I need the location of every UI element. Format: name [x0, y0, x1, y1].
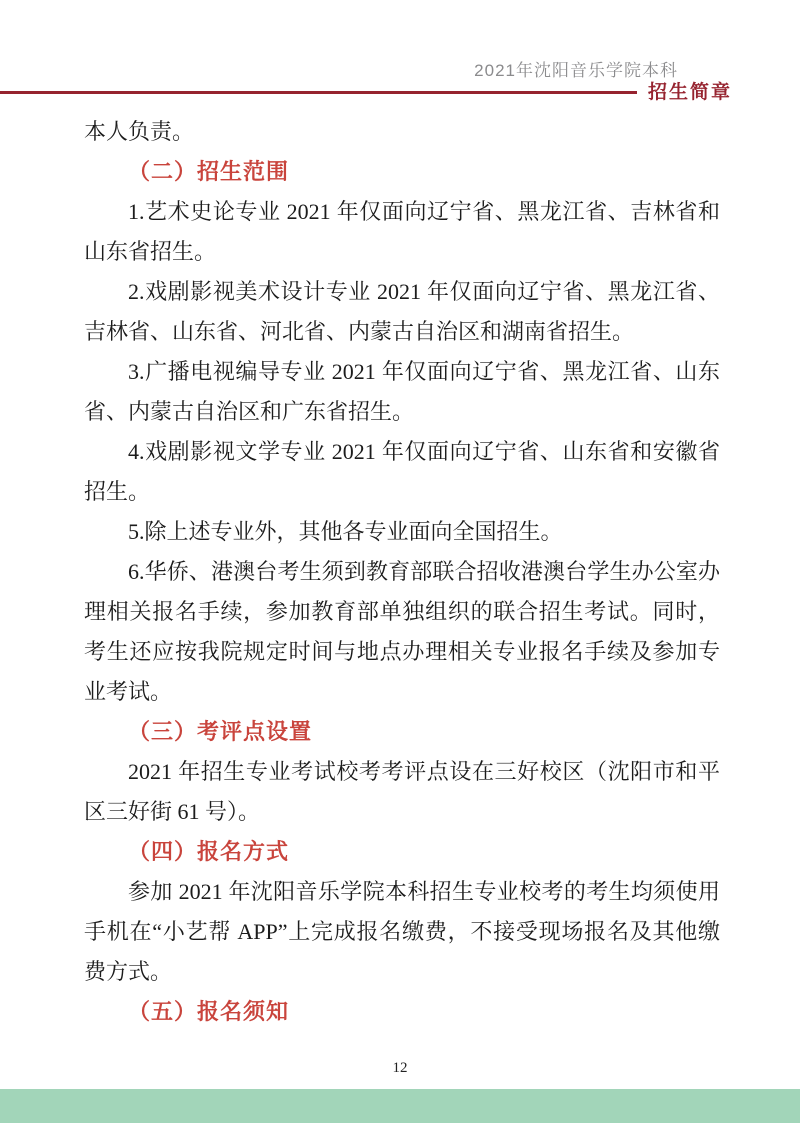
paragraph: 参加 2021 年沈阳音乐学院本科招生专业校考的考生均须使用手机在“小艺帮 APP”上完成报名缴费，不接受现场报名及其他缴费方式。: [84, 879, 720, 984]
paragraph: 5.除上述专业外，其他各专业面向全国招生。: [128, 519, 563, 544]
header-title: 2021年沈阳音乐学院本科: [474, 61, 678, 80]
paragraph: 6.华侨、港澳台考生须到教育部联合招收港澳台学生办公室办理相关报名手续，参加教育部单独组织的联合招生考试。同时，考生还应按我院规定时间与地点办理相关专业报名手续及参加专业考试。: [84, 559, 720, 704]
paragraph: 1.艺术史论专业 2021 年仅面向辽宁省、黑龙江省、吉林省和山东省招生。: [84, 199, 720, 264]
header-rule: [0, 91, 637, 94]
footer-green-bar: [0, 1089, 800, 1123]
page-number: 12: [392, 1060, 408, 1076]
section-heading: （三）考评点设置: [128, 719, 313, 744]
section-heading: （四）报名方式: [128, 839, 290, 864]
paragraph: 2021 年招生专业考试校考考评点设在三好校区（沈阳市和平区三好街 61 号）。: [84, 759, 720, 824]
paragraph: 本人负责。: [84, 119, 195, 144]
paragraph: 3.广播电视编导专业 2021 年仅面向辽宁省、黑龙江省、山东省、内蒙古自治区和广东省招生。: [84, 359, 720, 424]
paragraph: 2.戏剧影视美术设计专业 2021 年仅面向辽宁省、黑龙江省、吉林省、山东省、河北省、内蒙古自治区和湖南省招生。: [84, 279, 720, 344]
section-heading: （五）报名须知: [128, 999, 290, 1024]
section-heading: （二）招生范围: [128, 159, 290, 184]
header-subtitle: 招生简章: [648, 82, 733, 103]
document-body: [0, 112, 800, 1032]
paragraph: 4.戏剧影视文学专业 2021 年仅面向辽宁省、山东省和安徽省招生。: [84, 439, 720, 504]
